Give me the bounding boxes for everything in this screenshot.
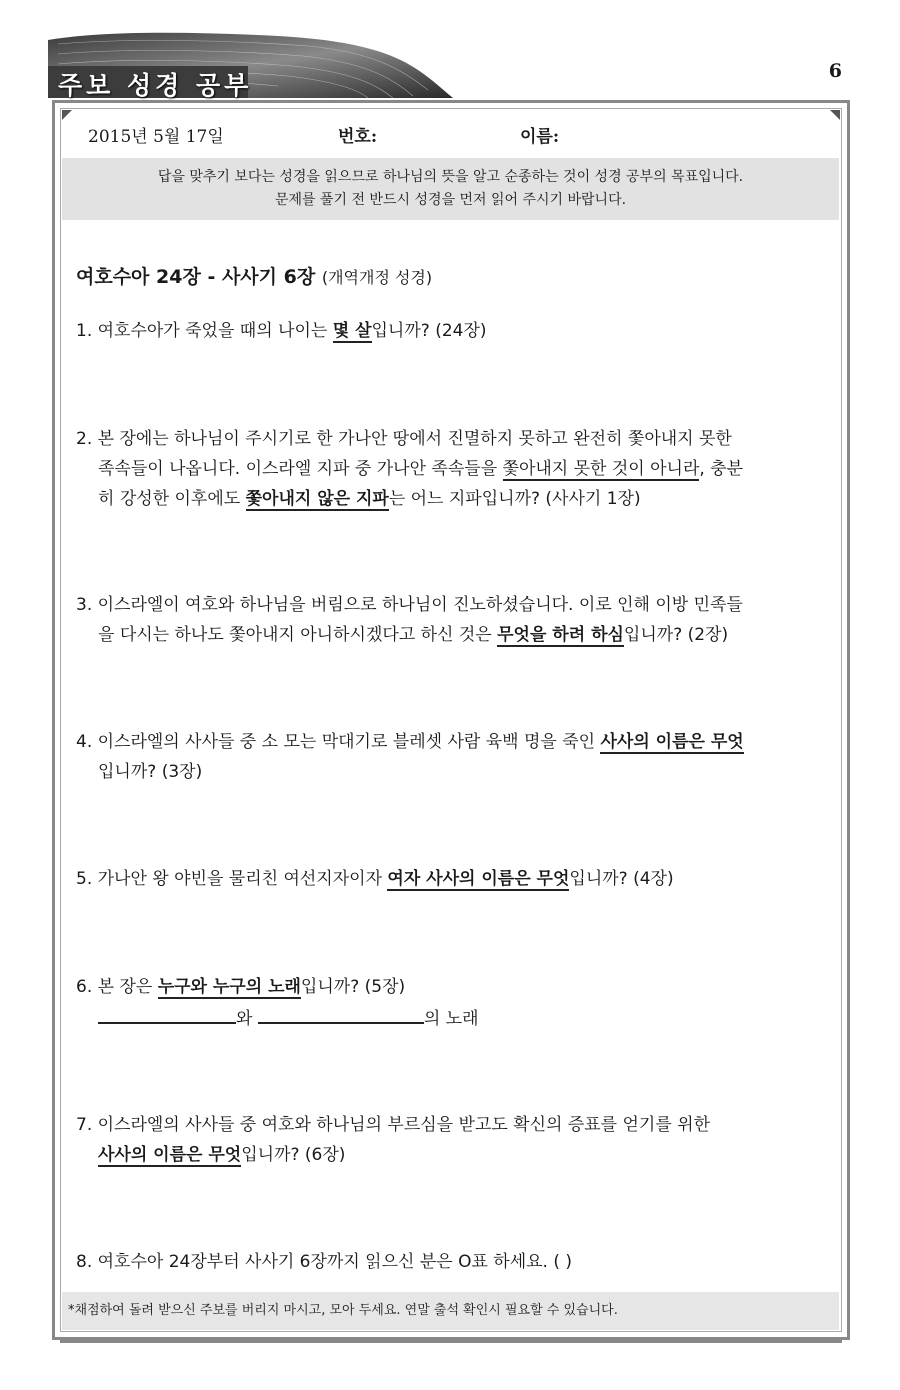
- q2-line-2-end: , 충분: [699, 459, 744, 479]
- name-label: 이름:: [520, 127, 560, 147]
- q6-text: 6. 본 장은: [76, 977, 158, 997]
- question-1: [76, 316, 836, 346]
- q2-line-2-text: 족속들이 나옵니다. 이스라엘 지파 중 가나안 족속들을: [98, 459, 503, 479]
- q2-emphasis: 쫓아내지 않은 지파: [245, 489, 389, 509]
- q4-line-1-text: 4. 이스라엘의 사사들 중 소 모는 막대기로 블레셋 사람 육백 명을 죽인: [76, 732, 601, 752]
- question-7: [76, 1110, 836, 1170]
- date-text: 2015년 5월 17일: [88, 127, 224, 147]
- q5-text: 5. 가나안 왕 야빈을 물리친 여선지자이자: [76, 869, 388, 889]
- q6-blank-2[interactable]: [258, 1002, 424, 1024]
- q3-line-1: 3. 이스라엘이 여호와 하나님을 버림으로 하나님이 진노하셨습니다. 이로 인해 이방 민족들: [76, 595, 743, 615]
- number-label: 번호:: [338, 127, 378, 147]
- corner-ornament-left: [62, 110, 72, 120]
- q7-emphasis: 사사의 이름은 무엇: [98, 1145, 242, 1165]
- q7-line-1: 7. 이스라엘의 사사들 중 여호와 하나님의 부르심을 받고도 확신의 증표를 얻기를 위한: [76, 1115, 711, 1135]
- section-subtitle: (개역개정 성경): [321, 268, 433, 287]
- q1-text: 1. 여호수아가 죽었을 때의 나이는: [76, 321, 333, 341]
- q3-line-2: [76, 620, 836, 650]
- bulletin-title: 주보 성경 공부: [58, 71, 253, 100]
- question-2: [76, 424, 836, 514]
- page-number: 6: [828, 60, 842, 82]
- q2-line-1: 2. 본 장에는 하나님이 주시기로 한 가나안 땅에서 진멸하지 못하고 완전히 쫓아내지 못한: [76, 429, 732, 449]
- q6-and-text: 와: [236, 1009, 253, 1029]
- section-title-text: 여호수아 24장 - 사사기 6장: [76, 266, 316, 288]
- q2-line-3: [76, 484, 836, 514]
- q7-line-2-end: 입니까? (6장): [241, 1145, 346, 1165]
- q5-emphasis: 여자 사사의 이름은 무엇: [387, 869, 570, 889]
- q8-text: 8. 여호수아 24장부터 사사기 6장까지 읽으신 분은 O표 하세요. ( ): [76, 1252, 573, 1272]
- q2-line-2: [76, 454, 836, 484]
- q2-line-3-text: 히 강성한 이후에도: [98, 489, 246, 509]
- q3-line-2-text: 을 다시는 하나도 쫓아내지 아니하시겠다고 하신 것은: [98, 625, 498, 645]
- q5-text-end: 입니까? (4장): [569, 869, 674, 889]
- bottom-rule: [60, 1340, 842, 1343]
- section-title: [76, 262, 432, 289]
- q6-text-end: 입니까? (5장): [300, 977, 406, 997]
- question-8: [76, 1247, 836, 1277]
- q6-emphasis: 누구와 누구의 노래: [157, 977, 301, 997]
- question-6: [76, 972, 836, 1034]
- q6-song-text: 의 노래: [423, 1009, 479, 1029]
- question-4: [76, 727, 836, 787]
- q4-line-2: 입니까? (3장): [98, 762, 203, 782]
- notice-line-1: 답을 맞추기 보다는 성경을 읽으므로 하나님의 뜻을 알고 순종하는 것이 성경 공부의 목표입니다.: [157, 169, 744, 185]
- corner-ornament-right: [830, 110, 840, 120]
- q3-line-2-end: 입니까? (2장): [623, 625, 729, 645]
- q7-line-2: [76, 1140, 836, 1170]
- notice-line-2: 문제를 풀기 전 반드시 성경을 먼저 읽어 주시기 바랍니다.: [274, 192, 627, 208]
- q6-answer-line: [76, 1002, 836, 1034]
- q1-emphasis: 몇 살: [332, 321, 372, 341]
- q1-text-end: 입니까? (24장): [371, 321, 487, 341]
- notice-box: [62, 158, 839, 220]
- q6-blank-1[interactable]: [98, 1002, 236, 1024]
- question-5: [76, 864, 836, 894]
- q3-emphasis: 무엇을 하려 하심: [497, 625, 624, 645]
- q4-emphasis: 사사의 이름은 무엇: [600, 732, 744, 752]
- footer-note: *채점하여 돌려 받으신 주보를 버리지 마시고, 모아 두세요. 연말 출석 확인시 필요할 수 있습니다.: [62, 1292, 839, 1330]
- q2-underline: 쫓아내지 못한 것이 아니라: [502, 459, 700, 479]
- q2-line-3-end: 는 어느 지파입니까? (사사기 1장): [388, 489, 641, 509]
- question-3: [76, 590, 836, 650]
